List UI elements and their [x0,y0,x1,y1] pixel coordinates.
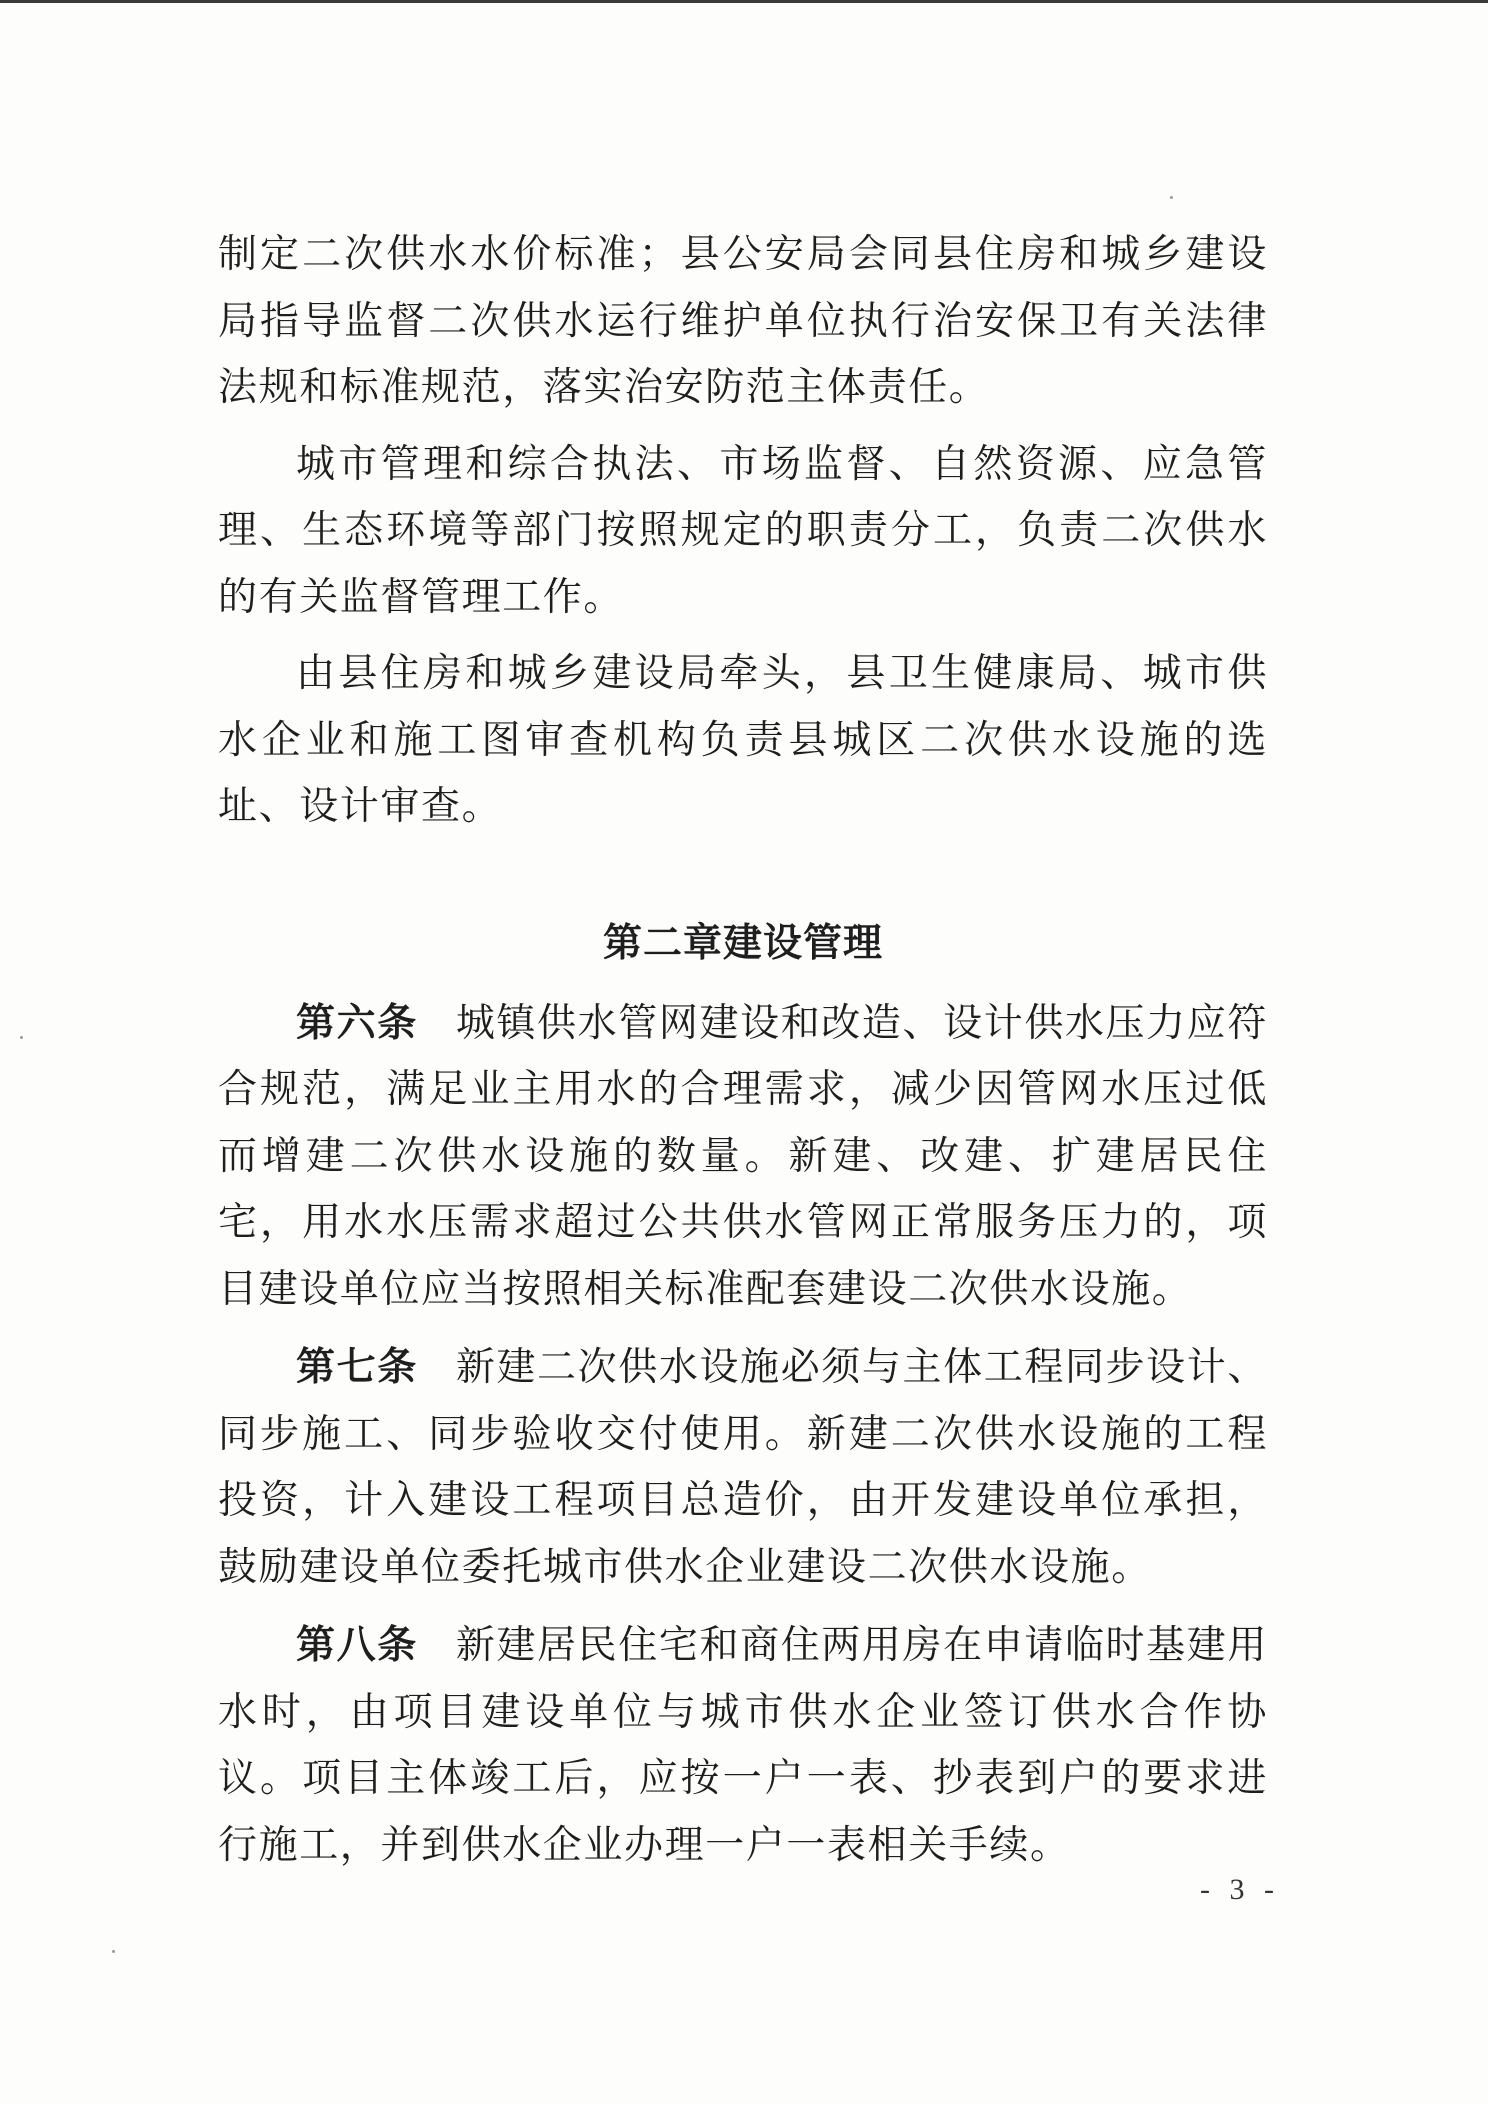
article-6 [218,991,1268,1324]
article-text: 新建居民住宅和商住两用房在申请临时基建用水时，由项目建设单位与城市供水企业签订供水合作协议。项目主体竣工后，应按一户一表、抄表到户的要求进行施工，并到供水企业办理一户一表相关手续。 [218,1623,1268,1868]
article-label: 第六条 [296,1000,418,1046]
article-text: 城镇供水管网建设和改造、设计供水压力应符合规范，满足业主用水的合理需求，减少因管网水压过低而增建二次供水设施的数量。新建、改建、扩建居民住宅，用水水压需求超过公共供水管网正常服务压力的，项目建设单位应当按照相关标准配套建设二次供水设施。 [218,1000,1268,1312]
chapter-title: 建设管理 [723,920,884,966]
article-label: 第八条 [296,1623,418,1668]
scan-speck [1170,196,1173,199]
scan-speck [20,1036,23,1039]
document-body [218,222,1268,1879]
article-text: 新建二次供水设施必须与主体工程同步设计、同步施工、同步验收交付使用。新建二次供水设施的工程投资，计入建设工程项目总造价，由开发建设单位承担，鼓励建设单位委托城市供水企业建设二次供水设施。 [218,1345,1268,1590]
chapter-number: 第二章 [602,920,723,966]
page-number: - 3 - [1200,1873,1280,1906]
paragraph-site-review: 由县住房和城乡建设局牵头，县卫生健康局、城市供水企业和施工图审查机构负责县城区二次供水设施的选址、设计审查。 [218,651,1268,829]
scan-top-edge [0,0,1488,3]
paragraph-departments: 城市管理和综合执法、市场监督、自然资源、应急管理、生态环境等部门按照规定的职责分工，负责二次供水的有关监督管理工作。 [218,441,1268,620]
article-8 [218,1613,1268,1879]
paragraph-continuation: 制定二次供水水价标准；县公安局会同县住房和城乡建设局指导监督二次供水运行维护单位执行治安保卫有关法律法规和标准规范，落实治安防范主体责任。 [218,232,1268,410]
article-label: 第七条 [296,1345,418,1390]
chapter-heading [218,909,1268,979]
article-7 [218,1335,1268,1601]
scan-speck [112,1950,115,1953]
